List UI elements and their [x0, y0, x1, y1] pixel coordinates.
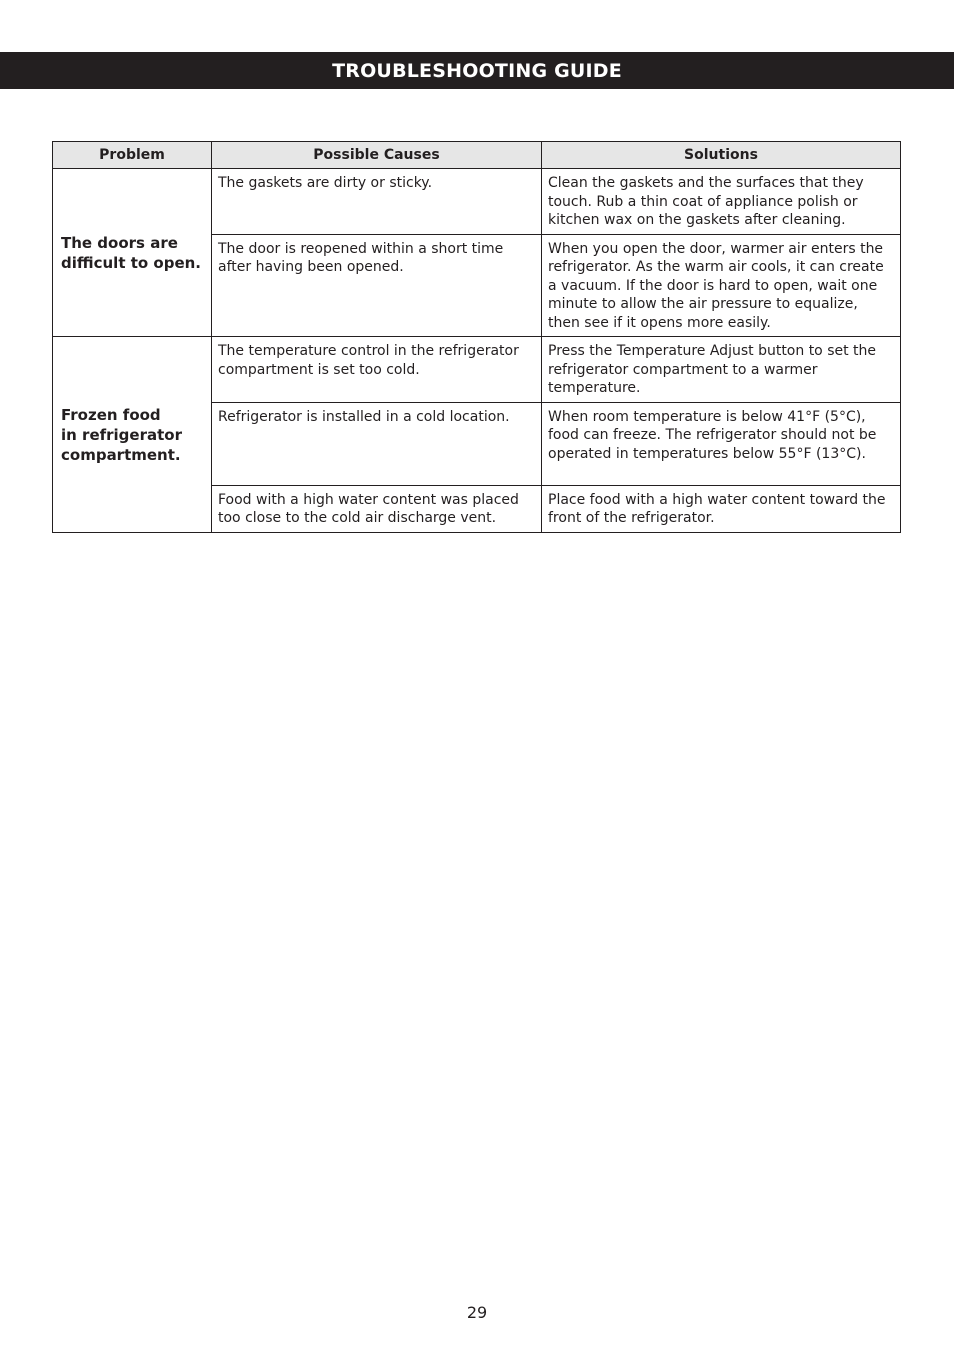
troubleshooting-table — [52, 141, 901, 533]
column-header-solutions: Solutions — [542, 142, 901, 169]
column-header-causes: Possible Causes — [212, 142, 542, 169]
solution-cell: When room temperature is below 41°F (5°C), food can freeze. The refrigerator should not be operated in temperatures below 55°F (13°C). — [542, 402, 901, 485]
column-header-problem: Problem — [53, 142, 212, 169]
cause-cell: Refrigerator is installed in a cold location. — [212, 402, 542, 485]
cause-cell: Food with a high water content was placed too close to the cold air discharge vent. — [212, 485, 542, 532]
solution-cell: Press the Temperature Adjust button to set the refrigerator compartment to a warmer temperature. — [542, 337, 901, 403]
solution-cell: When you open the door, warmer air enters the refrigerator. As the warm air cools, it can create a vacuum. If the door is hard to open, wait one minute to allow the air pressure to equalize, then see if it opens more easily. — [542, 234, 901, 337]
table-row — [53, 337, 901, 403]
page-number: 29 — [466, 1303, 488, 1322]
cause-cell: The temperature control in the refrigerator compartment is set too cold. — [212, 337, 542, 403]
solution-cell: Clean the gaskets and the surfaces that they touch. Rub a thin coat of appliance polish or kitchen wax on the gaskets after cleaning. — [542, 169, 901, 235]
page-title: TROUBLESHOOTING GUIDE — [332, 59, 622, 82]
problem-cell-doors — [53, 169, 212, 337]
problem-text: The doors are — [61, 234, 178, 252]
problem-text: compartment. — [61, 445, 181, 464]
table-row — [53, 169, 901, 235]
solution-cell: Place food with a high water content toward the front of the refrigerator. — [542, 485, 901, 532]
problem-text: Frozen food — [61, 405, 161, 424]
cause-cell: The gaskets are dirty or sticky. — [212, 169, 542, 235]
cause-cell: The door is reopened within a short time after having been opened. — [212, 234, 542, 337]
problem-text: difficult to open. — [61, 254, 202, 272]
problem-text: in refrigerator — [61, 425, 182, 444]
problem-cell-frozen-food — [53, 337, 212, 533]
section-title-bar — [0, 52, 954, 89]
table-header-row — [53, 142, 901, 169]
